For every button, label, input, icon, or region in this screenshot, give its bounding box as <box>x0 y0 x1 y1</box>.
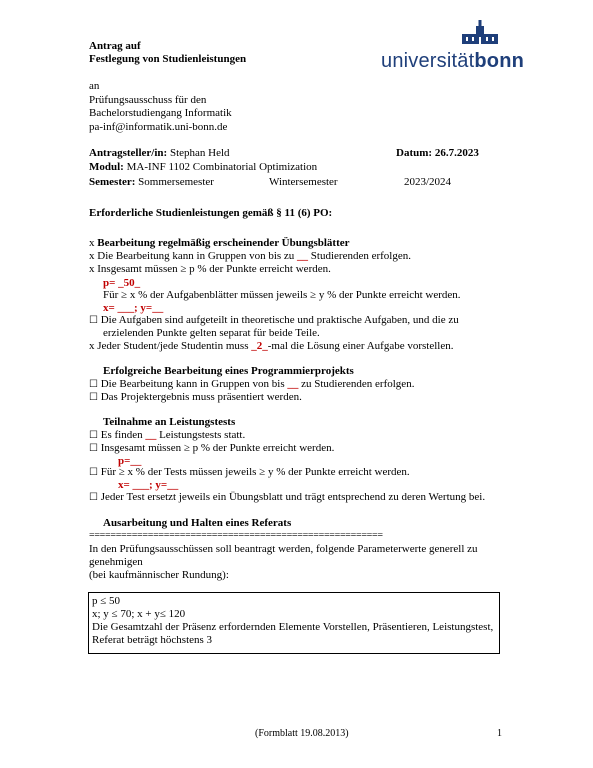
section2-present-row <box>89 391 302 404</box>
section2-group-post: zu Studierenden erfolgen. <box>301 378 415 390</box>
required-heading: Erforderliche Studienleistungen gemäß § 11 (6) PO: <box>89 207 333 219</box>
summary-box <box>88 592 500 654</box>
date-label: Datum: <box>396 147 433 159</box>
checkbox-icon[interactable]: ☐ <box>89 492 98 503</box>
section3-points-row <box>89 442 334 455</box>
summary-line2: x; y ≤ 70; x + y≤ 120 <box>92 608 186 620</box>
semester-summer: Sommersemester <box>138 176 214 188</box>
module-label: Modul: <box>89 161 124 173</box>
section2-present-text: Das Projektergebnis muss präsentiert werden. <box>100 391 302 403</box>
summary-line4: Referat beträgt höchstens 3 <box>92 634 213 646</box>
logo-text-part1: universität <box>381 50 475 72</box>
request-line1: In den Prüfungsausschüssen soll beantragt werden, folgende Parameterwerte generell zu <box>89 543 478 555</box>
applicant-row <box>89 147 230 160</box>
checkbox-icon[interactable]: ☐ <box>89 467 98 478</box>
section1-split-line2: erzielenden Punkte gelten separat für beide Teile. <box>103 327 320 339</box>
section1-present-marker: x <box>89 340 95 352</box>
checkbox-icon[interactable]: ☐ <box>89 430 98 441</box>
logo-text-part2: bonn <box>474 50 525 72</box>
semester-year: 2023/2024 <box>404 176 452 188</box>
section3-count-pre: Es finden <box>100 429 143 441</box>
university-logo <box>381 50 524 73</box>
date-row <box>396 147 479 160</box>
section3-xy-value: x= ___; y=__ <box>118 479 179 491</box>
section3-per-test-text: Für ≥ x % der Tests müssen jeweils ≥ y % der Punkte erreicht werden. <box>100 466 410 478</box>
request-line2: genehmigen <box>89 556 143 568</box>
footer-form: (Formblatt 19.08.2013) <box>255 728 349 739</box>
applicant-label: Antragsteller/in: <box>89 147 168 159</box>
module-value: MA-INF 1102 Combinatorial Optimization <box>126 161 318 173</box>
separator-line: ======================================================= <box>89 530 383 541</box>
university-building-logo-icon <box>460 20 500 46</box>
section3-count-blank: __ <box>145 429 157 441</box>
title-line2: Festlegung von Studienleistungen <box>89 53 247 65</box>
section3-points-text: Insgesamt müssen ≥ p % der Punkte erreicht werden. <box>100 442 335 454</box>
section1-p-value: p= _50_ <box>103 277 141 289</box>
section2-title: Erfolgreiche Bearbeitung eines Programmierprojekts <box>103 365 354 377</box>
semester-winter: Wintersemester <box>269 176 338 188</box>
section1-group-pre: Die Bearbeitung kann in Gruppen von bis zu <box>97 250 295 262</box>
request-line3: (bei kaufmännischer Rundung): <box>89 569 229 581</box>
section1-marker: x <box>89 237 95 249</box>
summary-line1: p ≤ 50 <box>92 595 121 607</box>
section1-group-marker: x <box>89 250 95 262</box>
section1-title-row <box>89 237 350 250</box>
section1-group-post: Studierenden erfolgen. <box>310 250 411 262</box>
semester-row <box>89 176 214 189</box>
section4-title: Ausarbeitung und Halten eines Referats <box>103 517 292 529</box>
section3-count-post: Leistungstests statt. <box>159 429 246 441</box>
section1-points-marker: x <box>89 263 95 275</box>
section3-count-row <box>89 429 245 442</box>
section2-group-row <box>89 378 414 391</box>
section1-points-text: Insgesamt müssen ≥ p % der Punkte erreicht werden. <box>97 263 331 275</box>
semester-label: Semester: <box>89 176 136 188</box>
checkbox-icon[interactable]: ☐ <box>89 392 98 403</box>
checkbox-icon[interactable]: ☐ <box>89 379 98 390</box>
section1-group-row <box>89 250 411 263</box>
section1-xy-value: x= ___; y=__ <box>103 302 164 314</box>
section3-p-value: p=__ <box>118 455 142 467</box>
addressee-line2: Bachelorstudiengang Informatik <box>89 107 232 119</box>
section1-split-row <box>89 314 459 327</box>
section1-split-line1: Die Aufgaben sind aufgeteilt in theoretische und praktische Aufgaben, und die zu <box>100 314 459 326</box>
checkbox-icon[interactable]: ☐ <box>89 315 98 326</box>
summary-line3: Die Gesamtzahl der Präsenz erfordernden Elemente Vorstellen, Präsentieren, Leistungstest, <box>92 621 494 633</box>
checkbox-icon[interactable]: ☐ <box>89 443 98 454</box>
section2-group-blank: __ <box>287 378 299 390</box>
section2-group-pre: Die Bearbeitung kann in Gruppen von bis <box>100 378 285 390</box>
section1-present-pre: Jeder Student/jede Studentin muss <box>97 340 249 352</box>
addressee-line1: Prüfungsausschuss für den <box>89 94 207 106</box>
section3-per-test-row <box>89 466 410 479</box>
footer-page-number: 1 <box>497 728 502 739</box>
section1-present-value: _2_ <box>251 340 268 352</box>
addressee-an: an <box>89 80 100 92</box>
section3-replace-text: Jeder Test ersetzt jeweils ein Übungsblatt und trägt entsprechend zu deren Wertung bei. <box>100 491 486 503</box>
addressee-email: pa-inf@informatik.uni-bonn.de <box>89 121 228 133</box>
title-line1: Antrag auf <box>89 40 141 52</box>
section1-present-post: -mal die Lösung einer Aufgabe vorstellen. <box>267 340 454 352</box>
module-row <box>89 161 317 174</box>
section1-present-row <box>89 340 453 353</box>
section1-group-blank: __ <box>297 250 309 262</box>
date-value: 26.7.2023 <box>434 147 479 159</box>
section1-points-row <box>89 263 331 276</box>
section3-replace-row <box>89 491 485 504</box>
section1-per-sheet-text: Für ≥ x % der Aufgabenblätter müssen jeweils ≥ y % der Punkte erreicht werden. <box>103 289 461 301</box>
applicant-value: Stephan Held <box>169 147 230 159</box>
section3-title: Teilnahme an Leistungstests <box>103 416 236 428</box>
section1-title: Bearbeitung regelmäßig erscheinender Übungsblätter <box>97 237 350 249</box>
